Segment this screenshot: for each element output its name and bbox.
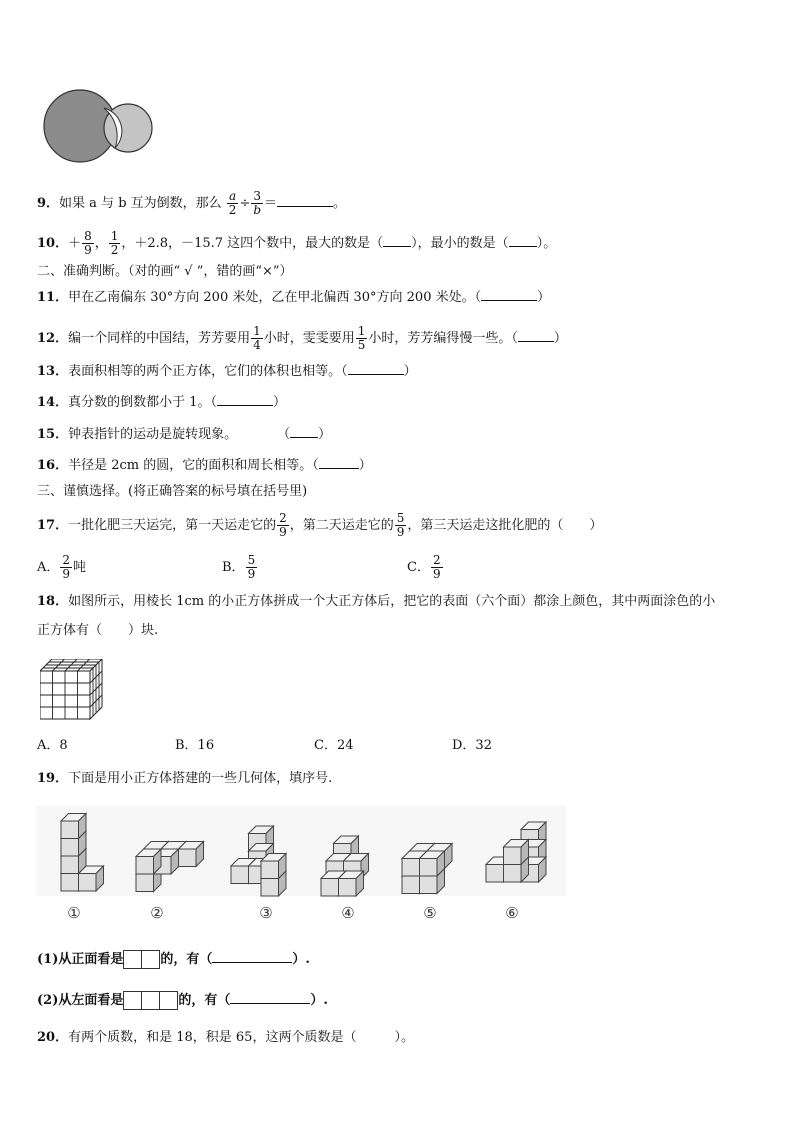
q9-fraction-1: $\frac{a}{2}$ [228,189,237,217]
front-view-two-squares [123,950,160,969]
q11-text: 甲在乙南偏东 30°方向 200 米处，乙在甲北偏西 30°方向 200 米处。（ [68,290,482,305]
figure-2-label: ② [150,904,164,922]
figure-5-label: ⑤ [423,904,437,922]
q16-number: 16． [37,458,69,473]
q10-text: ，＋2.8，－15.7 这四个数中，最大的数是（ [121,236,384,251]
q14-number: 14． [37,395,69,410]
q12-fraction-1: $\frac{1}{4}$ [253,324,261,352]
question-9 [37,190,346,217]
q19-sub-2-text-2: 的，有（ [178,993,231,1008]
q14-end: ） [273,395,287,410]
q19-sub-1-text: (1)从正面看是 [37,952,124,967]
q18-option-d[interactable]: D．32 [452,738,492,753]
question-10 [37,230,556,257]
question-18-line-1 [37,592,715,612]
q12-text-3: 小时，芳芳编得慢一些。（ [368,331,518,346]
q15-end: ） [318,427,332,442]
q19-sub-1-blank[interactable] [212,962,292,963]
q10-fraction-2: $\frac{1}{2}$ [110,229,119,257]
q9-end: 。 [333,196,347,211]
cube-grid-figure [40,659,106,721]
q19-sub-1-text-2: 的，有（ [160,952,213,967]
section-2-heading: 二、准确判断。（对的画“ √ ”，错的画“×”） [37,264,293,279]
q19-sub-2 [37,991,328,1011]
question-11 [37,288,550,308]
question-18-line-2: 正方体有（ ）块. [37,623,159,638]
q10-comma: ， [94,236,108,251]
figure-4-label: ④ [341,904,355,922]
left-view-three-squares [123,991,178,1010]
q10-blank-max[interactable] [383,246,411,247]
q10-number: 10． [37,236,69,251]
q19-number: 19． [37,771,69,786]
q13-text: 表面积相等的两个正方体，它们的体积也相等。（ [68,364,348,379]
q13-answer-blank[interactable] [348,374,404,375]
figure-3-label: ③ [259,904,273,922]
q17-option-c[interactable]: C． $\frac{2}{9}$ [407,553,441,581]
q9-text: 如果 a 与 b 互为倒数，那么 [59,196,222,211]
q17-option-a[interactable]: A． $\frac{2}{9}$ 吨 [37,553,87,581]
q16-answer-blank[interactable] [319,468,359,469]
q17-text-1: 一批化肥三天运完，第一天运走它的 [68,518,277,533]
q20-text: 有两个质数，和是 18，积是 65，这两个质数是（ [68,1030,357,1045]
q18-number: 18． [37,594,69,609]
q15-answer-blank[interactable] [290,437,318,438]
q17-text-2: ，第二天运走它的 [289,518,394,533]
q10-text-2: ），最小的数是（ [411,236,509,251]
q19-sub-1-end: ）. [292,952,310,967]
q20-number: 20． [37,1030,69,1045]
q9-answer-blank[interactable] [277,206,333,207]
q9-div-sign: ÷ [239,196,251,211]
q19-sub-2-blank[interactable] [230,1003,310,1004]
q15-open-paren: （ [277,427,291,442]
q15-text: 钟表指针的运动是旋转现象。 [68,427,238,442]
q10-fraction-1: $\frac{8}{9}$ [84,229,92,257]
q12-text-2: 小时，雯雯要用 [263,331,355,346]
question-19 [37,769,332,789]
q14-answer-blank[interactable] [217,405,273,406]
question-20 [37,1028,414,1048]
question-12 [37,325,567,352]
q9-number: 9． [37,196,60,211]
q12-number: 12． [37,331,69,346]
section-3-heading: 三、谨慎选择。(将正确答案的标号填在括号里) [37,484,308,499]
q11-answer-blank[interactable] [481,300,537,301]
q9-fraction-2: $\frac{3}{b}$ [253,189,262,217]
q17-fraction-2: $\frac{5}{9}$ [396,511,405,539]
q18-text-1: 如图所示，用棱长 1cm 的小正方体拼成一个大正方体后，把它的表面（六个面）都涂上颜色，其中两面涂色的小 [68,594,716,609]
q11-number: 11． [37,290,69,305]
q12-fraction-2: $\frac{1}{5}$ [357,324,366,352]
q18-option-c[interactable]: C．24 [314,738,354,753]
q19-sub-2-text: (2)从左面看是 [37,993,124,1008]
q19-text: 下面是用小正方体搭建的一些几何体，填序号. [68,771,333,786]
q9-equals: ＝ [264,196,278,211]
q12-text-1: 编一个同样的中国结，芳芳要用 [68,331,251,346]
q17-option-b[interactable]: B． $\frac{5}{9}$ [222,553,256,581]
q10-blank-min[interactable] [509,246,537,247]
q12-answer-blank[interactable] [518,341,554,342]
q19-sub-1 [37,950,310,970]
q17-number: 17． [37,518,69,533]
q13-number: 13． [37,364,69,379]
block-figures [36,806,566,926]
q10-end: ）。 [536,236,557,251]
q20-end: ）。 [394,1030,414,1045]
venn-diagram [40,88,155,168]
q17-fraction-1: $\frac{2}{9}$ [279,511,287,539]
q16-end: ） [358,458,372,473]
q19-sub-2-end: ）. [310,993,328,1008]
q18-option-b[interactable]: B．16 [175,738,215,753]
q10-plus: ＋ [68,236,82,251]
question-14 [37,393,286,413]
q13-end: ） [403,364,417,379]
figure-5 [402,844,452,894]
question-17 [37,512,602,539]
q11-end: ） [537,290,551,305]
q17-text-3: ，第三天运走这批化肥的（ ） [407,518,603,533]
q15-number: 15． [37,427,69,442]
question-13 [37,362,417,382]
question-15 [37,425,331,445]
q14-text: 真分数的倒数都小于 1。（ [68,395,217,410]
q12-end: ） [553,331,567,346]
q16-text: 半径是 2cm 的圆，它的面积和周长相等。（ [68,458,319,473]
q18-option-a[interactable]: A．8 [37,738,68,753]
figure-1-label: ① [67,904,81,922]
question-16 [37,456,372,476]
figure-6-label: ⑥ [505,904,519,922]
